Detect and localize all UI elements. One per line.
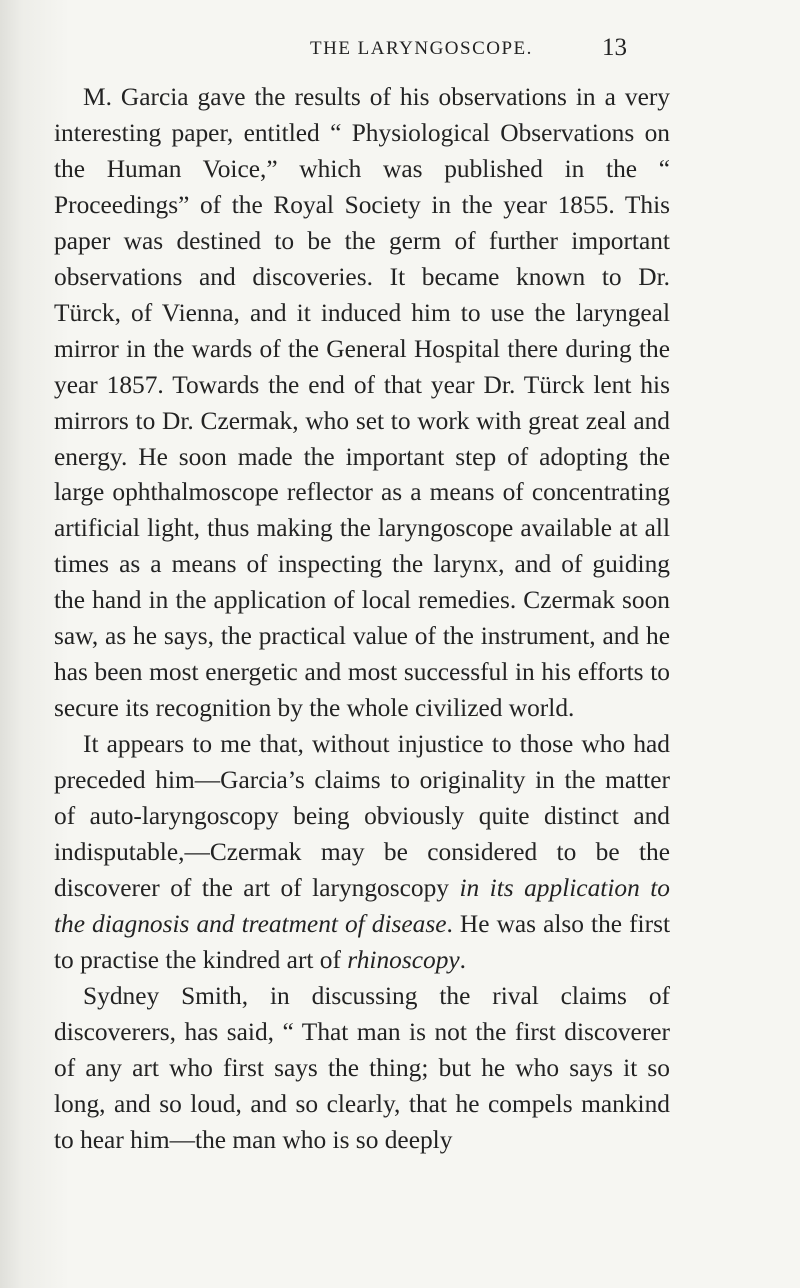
paragraph-text: . He was also the first to practise the kindred art of	[54, 909, 670, 974]
running-header	[0, 34, 800, 64]
paragraph-garcia-observations	[54, 80, 670, 727]
italic-phrase-application: in its application to the diagnosis and treatment of disease	[54, 873, 670, 938]
paragraph-text: It appears to me that, without injustice to those who had preceded him—Garcia’s claims to originality in the matter of auto-laryngoscopy being obviously quite distinct and indisputable,—Czermak may be considered to be the discoverer of the art of laryngoscopy	[54, 730, 670, 902]
running-title: THE LARYNGOSCOPE.	[310, 38, 533, 59]
italic-word-rhinoscopy: rhinoscopy	[347, 945, 460, 974]
body-text	[54, 80, 670, 1159]
paragraph-sydney-smith-quote	[54, 979, 670, 1159]
paragraph-czermak-claims	[54, 727, 670, 979]
paragraph-text: Sydney Smith, in discussing the rival claims of discoverers, has said, “ That man is not the first discoverer of any art who first says the thing; but he who says it so long, and so loud, and so clearly, that he compels mankind to hear him—the man who is so deeply	[54, 981, 670, 1154]
page-number: 13	[602, 34, 627, 61]
paragraph-text: M. Garcia gave the results of his observations in a very interesting paper, entitled “ Physiological Observations on the Human Voice,” which was published in the “ Proceedings” of the Royal Society in the year 1855. This paper was destined to be the germ of further important observations and discoveries. It became known to Dr. Türck, of Vienna, and it induced him to use the laryngeal mirror in the wards of the General Hospital there during the year 1857. Towards the end of that year Dr. Türck lent his mirrors to Dr. Czermak, who set to work with great zeal and energy. He soon made the important step of adopting the large ophthalmoscope reflector as a means of concentrating artificial light, thus making the laryngoscope available at all times as a means of inspecting the larynx, and of guiding the hand in the application of local remedies. Czermak soon saw, as he says, the practical value of the instrument, and he has been most energetic and most successful in his efforts to secure its recognition by the whole civilized world.	[54, 83, 670, 723]
paragraph-text: .	[459, 945, 467, 974]
